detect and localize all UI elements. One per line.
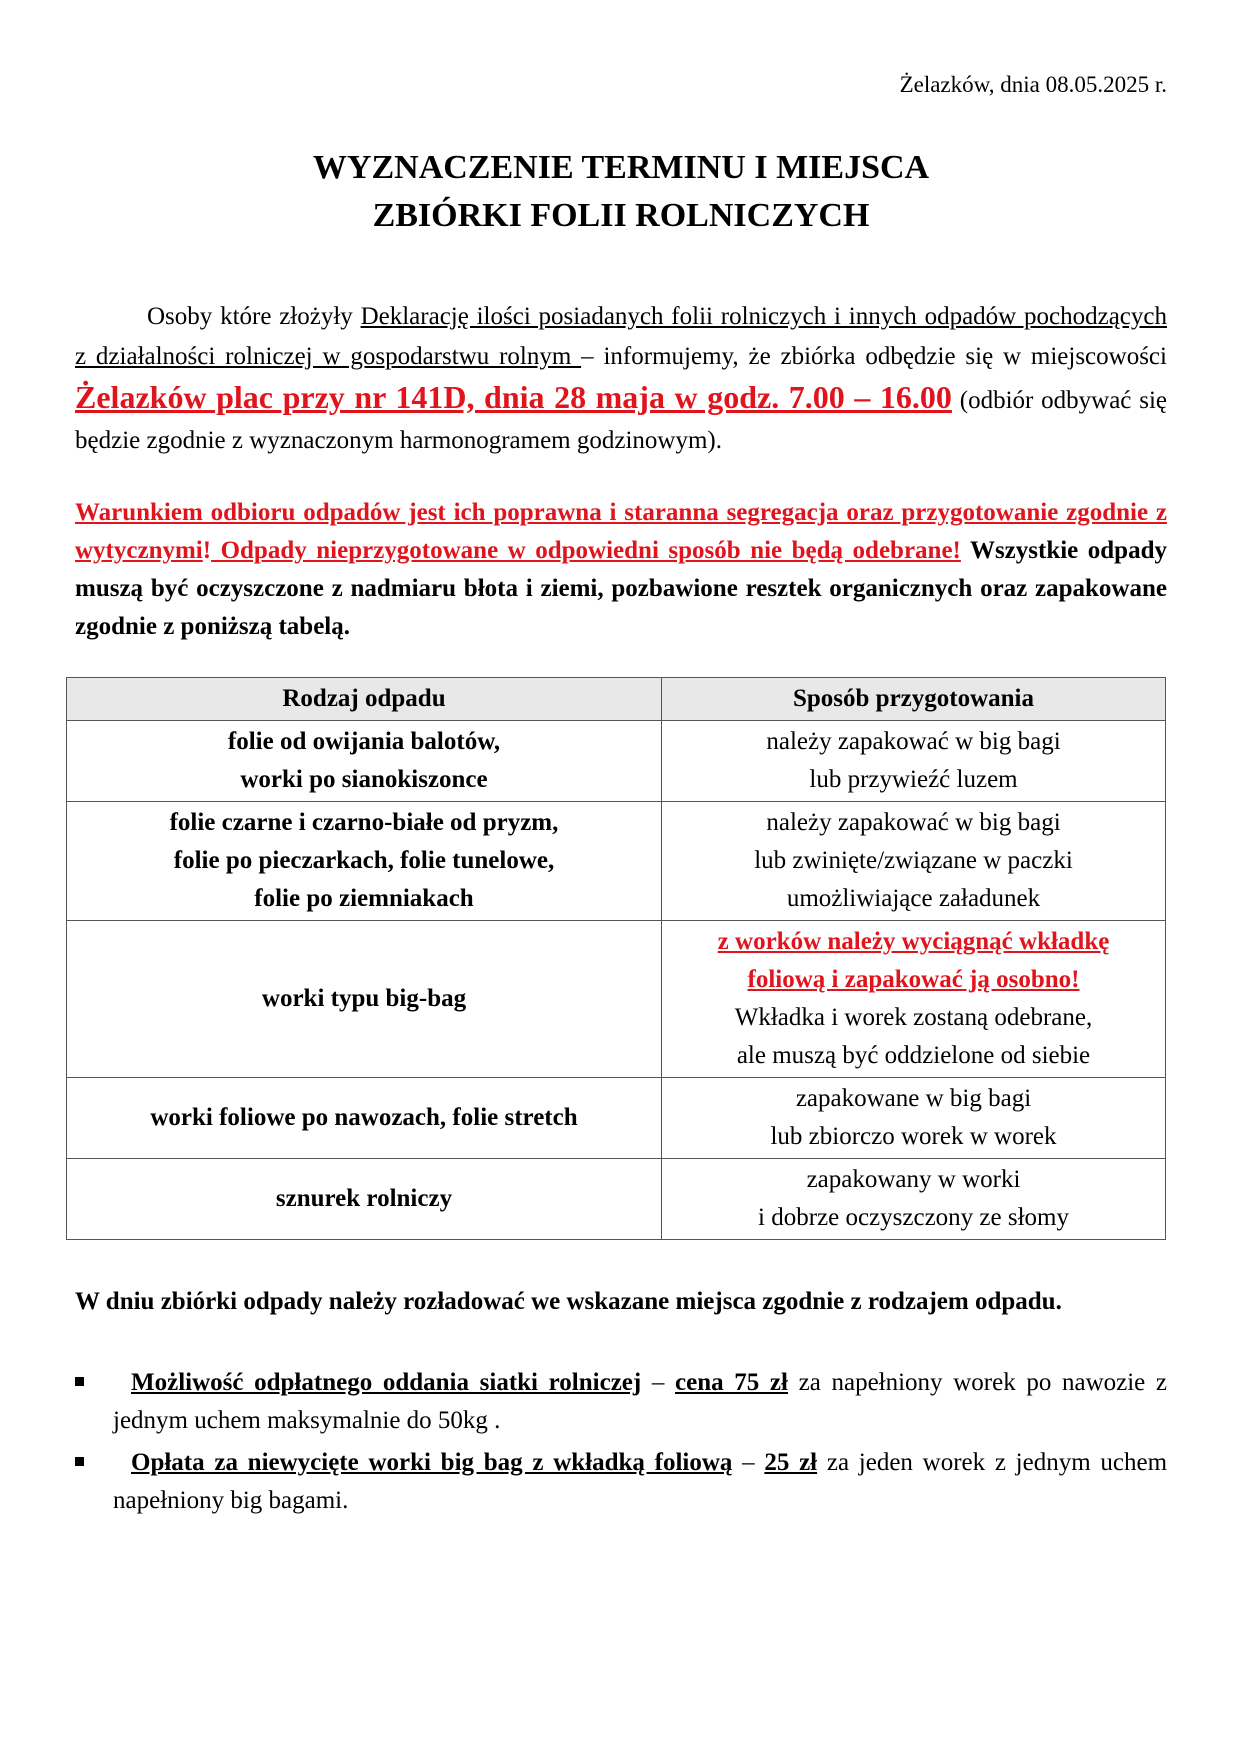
table-row	[67, 1078, 1166, 1159]
document-title	[75, 144, 1167, 240]
intro-mid: – informujemy, że zbiórka odbędzie się w miejscowości	[581, 343, 1167, 370]
table-row	[67, 1159, 1166, 1240]
method-line: ale muszą być oddzielone od siebie	[736, 1042, 1091, 1069]
method-line: należy zapakować w big bagi	[766, 728, 1061, 755]
waste-type-line: worki foliowe po nawozach, folie stretch	[150, 1104, 578, 1131]
fee-price: cena 75 zł	[675, 1369, 788, 1396]
warning-red-2: Odpady nieprzygotowane w odpowiedni sposób nie będą odebrane!	[211, 537, 961, 564]
title-line-1: WYZNACZENIE TERMINU I MIEJSCA	[312, 149, 930, 186]
warning-paragraph	[75, 494, 1167, 646]
fee-title: Możliwość odpłatnego oddania siatki rolniczej	[131, 1369, 642, 1396]
preparation-method-cell	[662, 802, 1166, 921]
method-line: lub zbiorczo worek w worek	[770, 1123, 1057, 1150]
preparation-method-cell	[662, 721, 1166, 802]
waste-type-cell	[67, 1159, 662, 1240]
table-row	[67, 802, 1166, 921]
intro-paragraph	[75, 297, 1167, 461]
square-bullet-icon	[75, 1457, 84, 1466]
preparation-method-cell	[662, 1078, 1166, 1159]
fee-dash: –	[732, 1449, 765, 1476]
warning-black: Wszystkie odpady muszą być oczyszczone z nadmiaru błota i ziemi, pozbawione resztek organicznych oraz zapakowane zgodnie z poniższą tabelą.	[75, 537, 1167, 640]
waste-type-cell	[67, 921, 662, 1078]
waste-type-cell	[67, 802, 662, 921]
header-preparation-method: Sposób przygotowania	[662, 678, 1166, 721]
final-note: W dniu zbiórki odpady należy rozładować we wskazane miejsca zgodnie z rodzajem odpadu.	[75, 1288, 1062, 1315]
fee-list	[75, 1364, 1167, 1520]
method-warning-line: foliową i zapakować ją osobno!	[747, 966, 1080, 993]
intro-lead: Osoby które złożyły	[147, 303, 361, 330]
preparation-method-cell	[662, 1159, 1166, 1240]
warning-red-exclamation: !	[202, 537, 212, 564]
preparation-method-cell	[662, 921, 1166, 1078]
waste-type-line: folie po pieczarkach, folie tunelowe,	[173, 847, 555, 874]
method-line: lub przywieźć luzem	[809, 766, 1018, 793]
fee-title: Opłata za niewycięte worki big bag z wkładką foliową	[131, 1449, 733, 1476]
fee-price: 25 zł	[764, 1449, 818, 1476]
waste-type-cell	[67, 721, 662, 802]
waste-type-line: folie po ziemniakach	[254, 885, 474, 912]
title-line-2: ZBIÓRKI FOLII ROLNICZYCH	[372, 197, 870, 234]
method-line: i dobrze oczyszczony ze słomy	[758, 1204, 1069, 1231]
method-line: należy zapakować w big bagi	[766, 809, 1061, 836]
table-row	[67, 721, 1166, 802]
table-row	[67, 921, 1166, 1078]
waste-type-line: folie czarne i czarno-białe od pryzm,	[169, 809, 559, 836]
warning-red-1: Warunkiem odbioru odpadów jest ich poprawna i staranna segregacja oraz przygotowanie zgodnie z wytycznymi	[75, 499, 1167, 564]
method-line: zapakowany w worki	[806, 1166, 1021, 1193]
fee-rest: za napełniony worek po nawozie z jednym uchem maksymalnie do 50kg .	[113, 1369, 1168, 1434]
declaration-reference: Deklarację ilości posiadanych folii rolniczych i innych odpadów pochodzących z działalności rolniczej w gospodarstwu rolnym	[75, 303, 1167, 370]
waste-type-line: worki typu big-bag	[261, 985, 467, 1012]
fee-item-net	[75, 1364, 1167, 1440]
method-line: umożliwiające załadunek	[786, 885, 1041, 912]
waste-type-cell	[67, 1078, 662, 1159]
collection-place-time: Żelazków plac przy nr 141D, dnia 28 maja w godz. 7.00 – 16.00	[75, 379, 952, 415]
fee-item-bigbag	[75, 1444, 1167, 1520]
waste-type-line: folie od owijania balotów,	[227, 728, 501, 755]
method-line: zapakowane w big bagi	[795, 1085, 1032, 1112]
waste-type-line: sznurek rolniczy	[275, 1185, 453, 1212]
fee-dash: –	[641, 1369, 676, 1396]
header-waste-type: Rodzaj odpadu	[67, 678, 662, 721]
date-line: Żelazków, dnia 08.05.2025 r.	[899, 72, 1167, 97]
method-line: Wkładka i worek zostaną odebrane,	[734, 1004, 1093, 1031]
table-header-row	[67, 678, 1166, 721]
waste-type-line: worki po sianokiszonce	[240, 766, 488, 793]
method-warning-line: z worków należy wyciągnąć wkładkę	[717, 928, 1110, 955]
square-bullet-icon	[75, 1377, 84, 1386]
method-line: lub zwinięte/związane w paczki	[754, 847, 1073, 874]
intro-tail: (odbiór odbywać się będzie zgodnie z wyznaczonym harmonogramem godzinowym).	[75, 387, 1167, 454]
fee-rest: za jeden worek z jednym uchem napełniony big bagami.	[113, 1449, 1168, 1514]
waste-preparation-table	[66, 677, 1166, 1240]
